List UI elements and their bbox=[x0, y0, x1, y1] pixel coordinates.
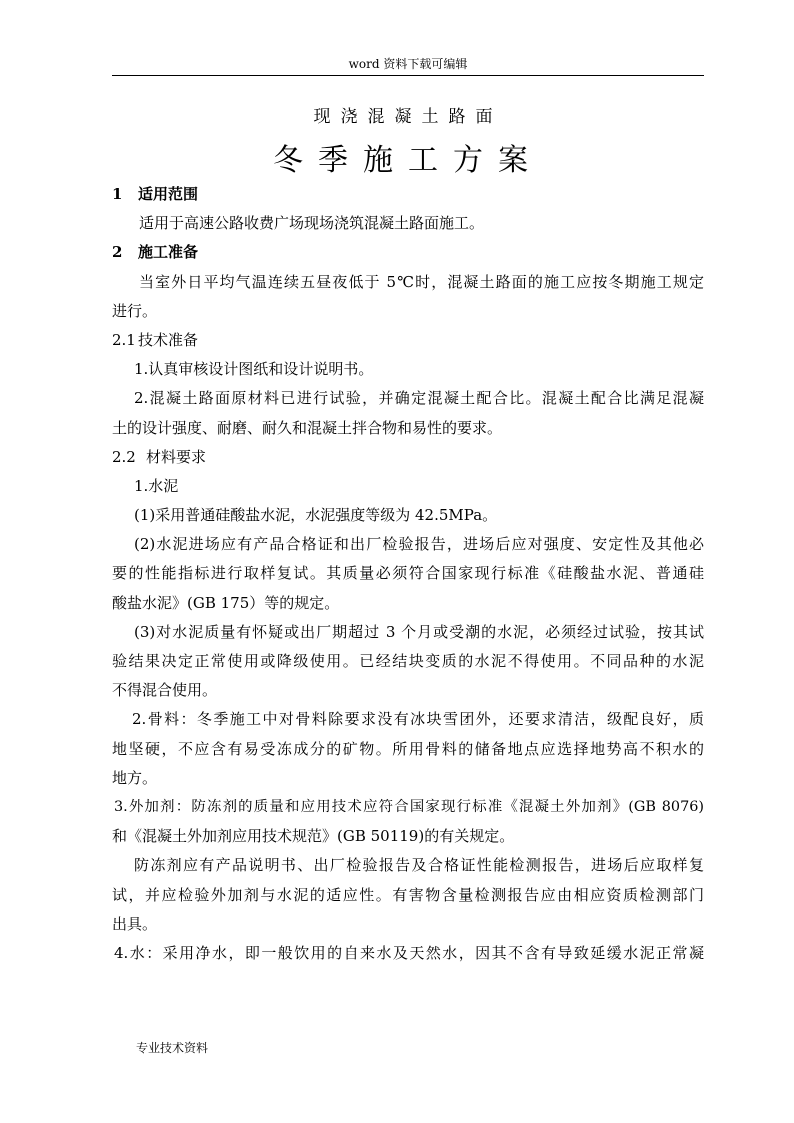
subsection-heading-2-2 bbox=[112, 443, 704, 472]
list-item: (3)对水泥质量有怀疑或出厂期超过 3 个月或受潮的水泥，必须经过试验，按其试 bbox=[134, 622, 704, 641]
paragraph-line: 要的性能指标进行取样复试。其质量必须符合国家现行标准《硅酸盐水泥、普通硅 bbox=[112, 564, 704, 583]
list-item: 4.水：采用净水，即一般饮用的自来水及天然水，因其不含有导致延缓水泥正常凝 bbox=[114, 943, 704, 962]
list-item: (2)水泥进场应有产品合格证和出厂检验报告，进场后应对强度、安定性及其他必 bbox=[134, 535, 704, 554]
list-item: (1)采用普通硅酸盐水泥，水泥强度等级为 42.5MPa。 bbox=[134, 506, 498, 525]
list-item: 3.外加剂：防冻剂的质量和应用技术应符合国家现行标准《混凝土外加剂》(GB 8076) bbox=[114, 798, 704, 815]
paragraph-line: 试，并应检验外加剂与水泥的适应性。有害物含量检测报告应由相应资质检测部门 bbox=[112, 885, 704, 904]
subsection-number: 2.2 bbox=[112, 447, 136, 466]
document-body bbox=[112, 180, 704, 968]
paragraph-line: 防冻剂应有产品说明书、出厂检验报告及合格证性能检测报告，进场后应取样复 bbox=[134, 856, 704, 875]
paragraph-line: 地方。 bbox=[112, 768, 158, 787]
subsection-title: 材料要求 bbox=[146, 447, 207, 466]
paragraph-line: 土的设计强度、耐磨、耐久和混凝土拌合物和易性的要求。 bbox=[112, 418, 503, 437]
section-title: 施工准备 bbox=[138, 243, 199, 262]
paragraph-line: 酸盐水泥》(GB 175）等的规定。 bbox=[112, 593, 340, 612]
list-item: 2.骨料：冬季施工中对骨料除要求没有冰块雪团外，还要求清洁，级配良好，质 bbox=[132, 710, 704, 729]
header-rule bbox=[112, 75, 704, 76]
section-number: 2 bbox=[112, 243, 123, 262]
page-footer: 专业技术资料 bbox=[136, 1041, 209, 1055]
doc-title-line1: 现浇混凝土路面 bbox=[313, 107, 503, 127]
doc-title-line2: 冬季施工方案 bbox=[273, 143, 543, 178]
paragraph-line: 适用于高速公路收费广场现场浇筑混凝土路面施工。 bbox=[139, 214, 485, 233]
paragraph-line: 验结果决定正常使用或降级使用。已经结块变质的水泥不得使用。不同品种的水泥 bbox=[112, 652, 704, 670]
paragraph-line: 当室外日平均气温连续五昼夜低于 5℃时，混凝土路面的施工应按冬期施工规定 bbox=[139, 272, 704, 291]
section-heading-2 bbox=[112, 238, 704, 267]
paragraph-line: 地坚硬，不应含有易受冻成分的矿物。所用骨料的储备地点应选择地势高不积水的 bbox=[112, 739, 704, 758]
subsection-number: 2.1 bbox=[112, 330, 136, 349]
list-item: 1.水泥 bbox=[134, 476, 179, 495]
list-item: 2.混凝土路面原材料已进行试验，并确定混凝土配合比。混凝土配合比满足混凝 bbox=[134, 389, 704, 408]
paragraph-line: 和《混凝土外加剂应用技术规范》(GB 50119)的有关规定。 bbox=[112, 827, 515, 846]
list-item: 1.认真审核设计图纸和设计说明书。 bbox=[134, 360, 374, 379]
subsection-heading-2-1 bbox=[112, 326, 704, 355]
paragraph-line: 不得混合使用。 bbox=[112, 681, 218, 700]
subsection-title: 技术准备 bbox=[138, 330, 199, 349]
page-header: word 资料下载可编辑 bbox=[348, 57, 468, 71]
section-heading-1 bbox=[112, 180, 704, 209]
section-number: 1 bbox=[112, 185, 123, 203]
section-title: 适用范围 bbox=[138, 185, 199, 203]
paragraph-line: 出具。 bbox=[112, 914, 158, 933]
paragraph-line: 进行。 bbox=[112, 301, 158, 320]
